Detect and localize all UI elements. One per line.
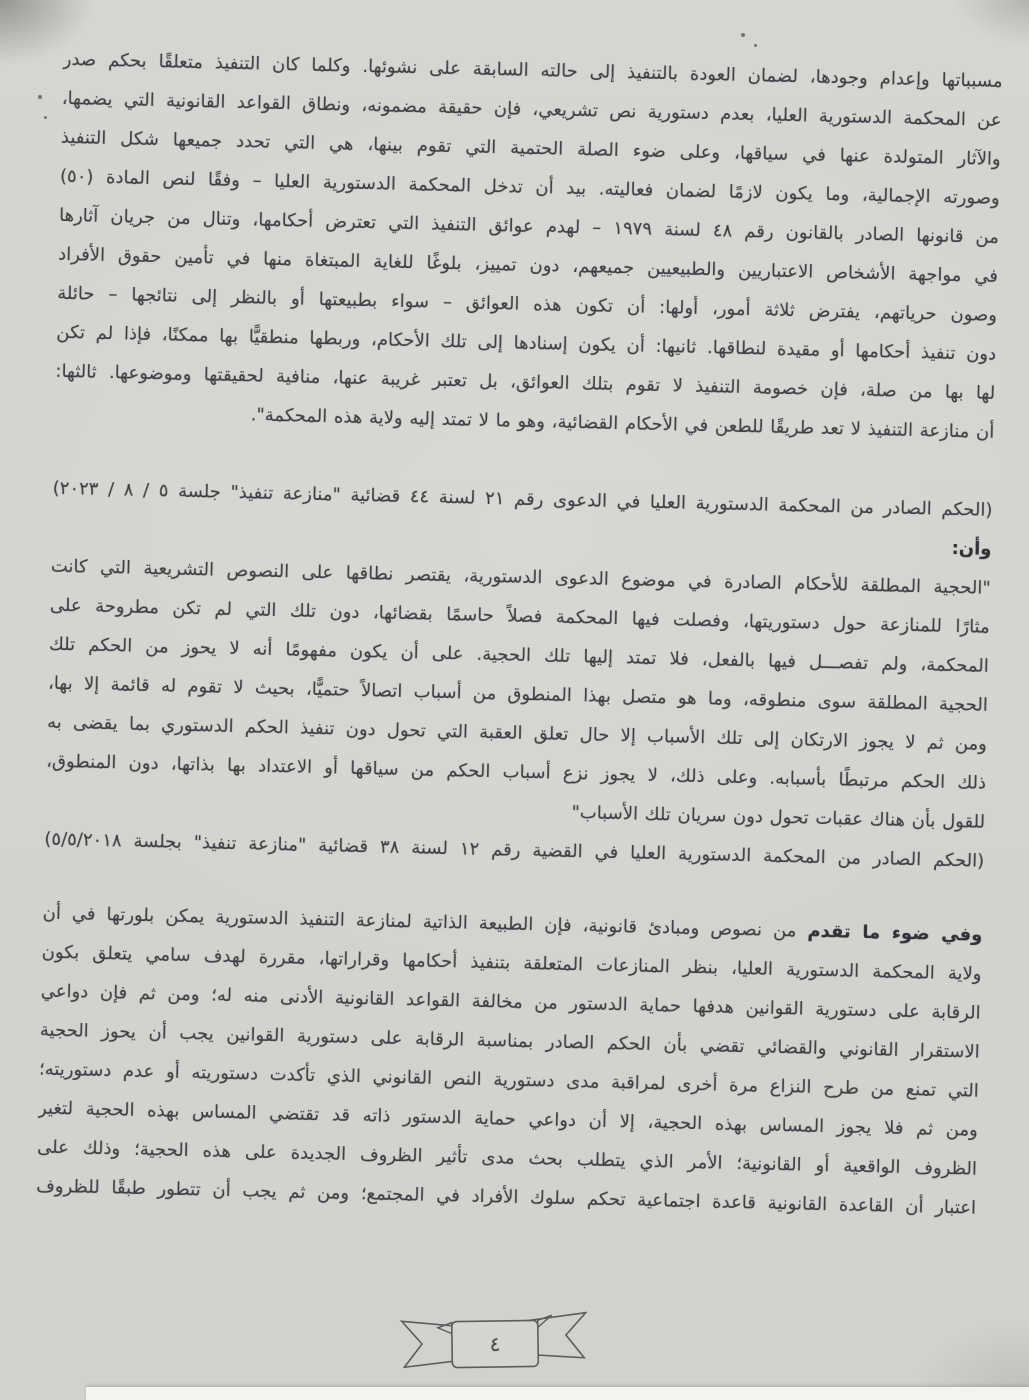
text-line: لها بها من صلة، فإن خصومة التنفيذ لا تقوم بتلك العوائق، بل تعتبر غريبة عنها، منافية لحقيقتها وموضوعها. ثالثها:	[55, 360, 996, 404]
text-line: والآثار المتولدة عنها في سياقها، وعلى ضوء الصلة الحتمية التي تقوم بينها، هي التي تحدد جميعها شكل التنفيذ	[60, 126, 1001, 170]
document-text	[36, 40, 1003, 1228]
text-line: "الحجية المطلقة للأحكام الصادرة في موضوع الدعوى الدستورية، يقتصر نطاقها على النصوص التشريعية التي كانت	[50, 555, 991, 599]
paragraph-lead-bold: وفي ضوء ما تقدم	[807, 920, 983, 946]
text-line: ذلك الحكم مرتبطًا بأسبابه. وعلى ذلك، لا يجوز نزع أسباب الحكم من سياقها أو الاعتداد بها بذاتها، دون المنطوق،	[46, 750, 987, 794]
text-line: وصون حرياتهم، يفترض ثلاثة أمور، أولها: أن تكون هذه العوائق – سواء بطبيعتها أو بالنظر إلى نتائجها – حائلة	[57, 282, 998, 326]
text-line: الاستقرار القانوني والقضائي تقضي بأن الحكم الصادر بمناسبة الرقابة على دستورية القوانين يجب أن يحوز الحجية	[39, 1019, 980, 1063]
text-line: ولاية المحكمة الدستورية العليا، بنظر المنازعات المتعلقة بتنفيذ أحكامها وقراراتها، مقررة لهدف سامي يتعلق بكون	[41, 941, 982, 985]
citation-line: (الحكم الصادر من المحكمة الدستورية العليا في الدعوى رقم ٢١ لسنة ٤٤ قضائية "منازعة تنفيذ" جلسة ٥ / ٨ / ٢٠٢٣)	[52, 477, 993, 521]
text-line: الرقابة على دستورية القوانين هدفها حماية الدستور من مخالفة القواعد القانونية الأدنى منه له؛ ومن ثم فإن دواعي	[40, 980, 981, 1024]
bottom-page-edge	[86, 1387, 1029, 1400]
text-line: ومن ثم لا يجوز الارتكان إلى تلك الأسباب إلا حال تعلق العقبة التي تحول دون تنفيذ الحكم الدستوري بما يقضى به	[46, 711, 988, 755]
scan-artifact	[44, 116, 47, 119]
text-line: عن المحكمة الدستورية العليا، بعدم دستورية نص تشريعي، فإن حقيقة مضمونه، ونطاق القواعد القانونية التي يضمها،	[61, 87, 1002, 131]
text-line: التي تمنع من طرح النزاع مرة أخرى لمراقبة مدى دستورية النص القانوني الذي تأكدت دستوريته أو عدم دستوريته؛	[38, 1058, 979, 1102]
connector-heading: وأن:	[951, 537, 992, 560]
page-number: ٤	[489, 1331, 501, 1357]
scan-artifact	[741, 33, 745, 37]
text-line: الحجية المطلقة سوى منطوقه، وما هو متصل بهذا المنطوق من أسباب اتصالاً حتميًّا، بحيث لا تقوم له قائمة إلا بها،	[47, 672, 989, 716]
text-line: دون تنفيذ أحكامها أو مقيدة لنطاقها. ثانيها: أن يكون إسنادها إلى تلك الأحكام، وربطها منطقيًّا بها ممكنًا، فإذا لم تكن	[56, 321, 997, 365]
text-line: للقول بأن هناك عقبات تحول دون سريان تلك الأسباب"	[571, 802, 986, 833]
text-line: أن منازعة التنفيذ لا تعد طريقًا للطعن في الأحكام القضائية، وهو ما لا تمتد إليه ولاية هذه المحكمة".	[250, 404, 995, 443]
text-line: في مواجهة الأشخاص الاعتباريين والطبيعيين جميعهم، دون تمييز، بلوغًا للغاية المبتغاة منها في تأمين حقوق الأفراد	[57, 243, 999, 287]
paragraph-lead-rest: من نصوص ومبادئ قانونية، فإن الطبيعة الذاتية لمنازعة التنفيذ الدستورية يمكن بلورتها في أن	[42, 902, 808, 942]
text-line: ومن ثم فلا يجوز المساس بهذه الحجية، إلا أن دواعي حماية الدستور ذاته قد تقتضي المساس بهذه الحجية لتغير	[37, 1097, 979, 1141]
page-number-ribbon	[396, 1305, 593, 1378]
text-line: وصورته الإجمالية، وما يكون لازمًا لضمان فعاليته. بيد أن تدخل المحكمة الدستورية العليا – وفقًا لنص المادة (٥٠)	[59, 165, 1001, 209]
text-line: اعتبار أن القاعدة القانونية قاعدة اجتماعية تحكم سلوك الأفراد في المجتمع؛ ومن ثم يجب أن تتطور طبقًا للظروف	[36, 1175, 977, 1219]
scan-artifact	[754, 44, 757, 47]
citation-line: (الحكم الصادر من المحكمة الدستورية العليا في القضية رقم ١٢ لسنة ٣٨ قضائية "منازعة تنفيذ" بجلسة ٥/٥/٢٠١٨)	[44, 828, 985, 872]
scan-artifact	[38, 95, 42, 99]
text-line: مثارًا للمنازعة حول دستوريتها، وفصلت فيها المحكمة فصلاً حاسمًا بقضائها، دون تلك التي لم تكن مطروحة على	[49, 594, 990, 638]
text-line: الظروف الواقعية أو القانونية؛ الأمر الذي يتطلب بحث مدى تأثير الظروف الجديدة على هذه الحجية؛ وذلك على	[36, 1136, 978, 1180]
text-line: المحكمة، ولم تفصـــل فيها بالفعل، فلا تمتد إليها تلك الحجية. على أن يكون مفهومًا أنه لا يحوز من الحكم تلك	[48, 633, 990, 677]
text-line: من قانونها الصادر بالقانون رقم ٤٨ لسنة ١٩٧٩ – لهدم عوائق التنفيذ التي تعترض أحكامها، وتنال من جريان آثارها	[58, 204, 1000, 248]
text-line: مسبباتها وإعدام وجودها، لضمان العودة بالتنفيذ إلى حالته السابقة على نشوئها. وكلما كان التنفيذ متعلقًا بحكم صدر	[62, 48, 1003, 92]
